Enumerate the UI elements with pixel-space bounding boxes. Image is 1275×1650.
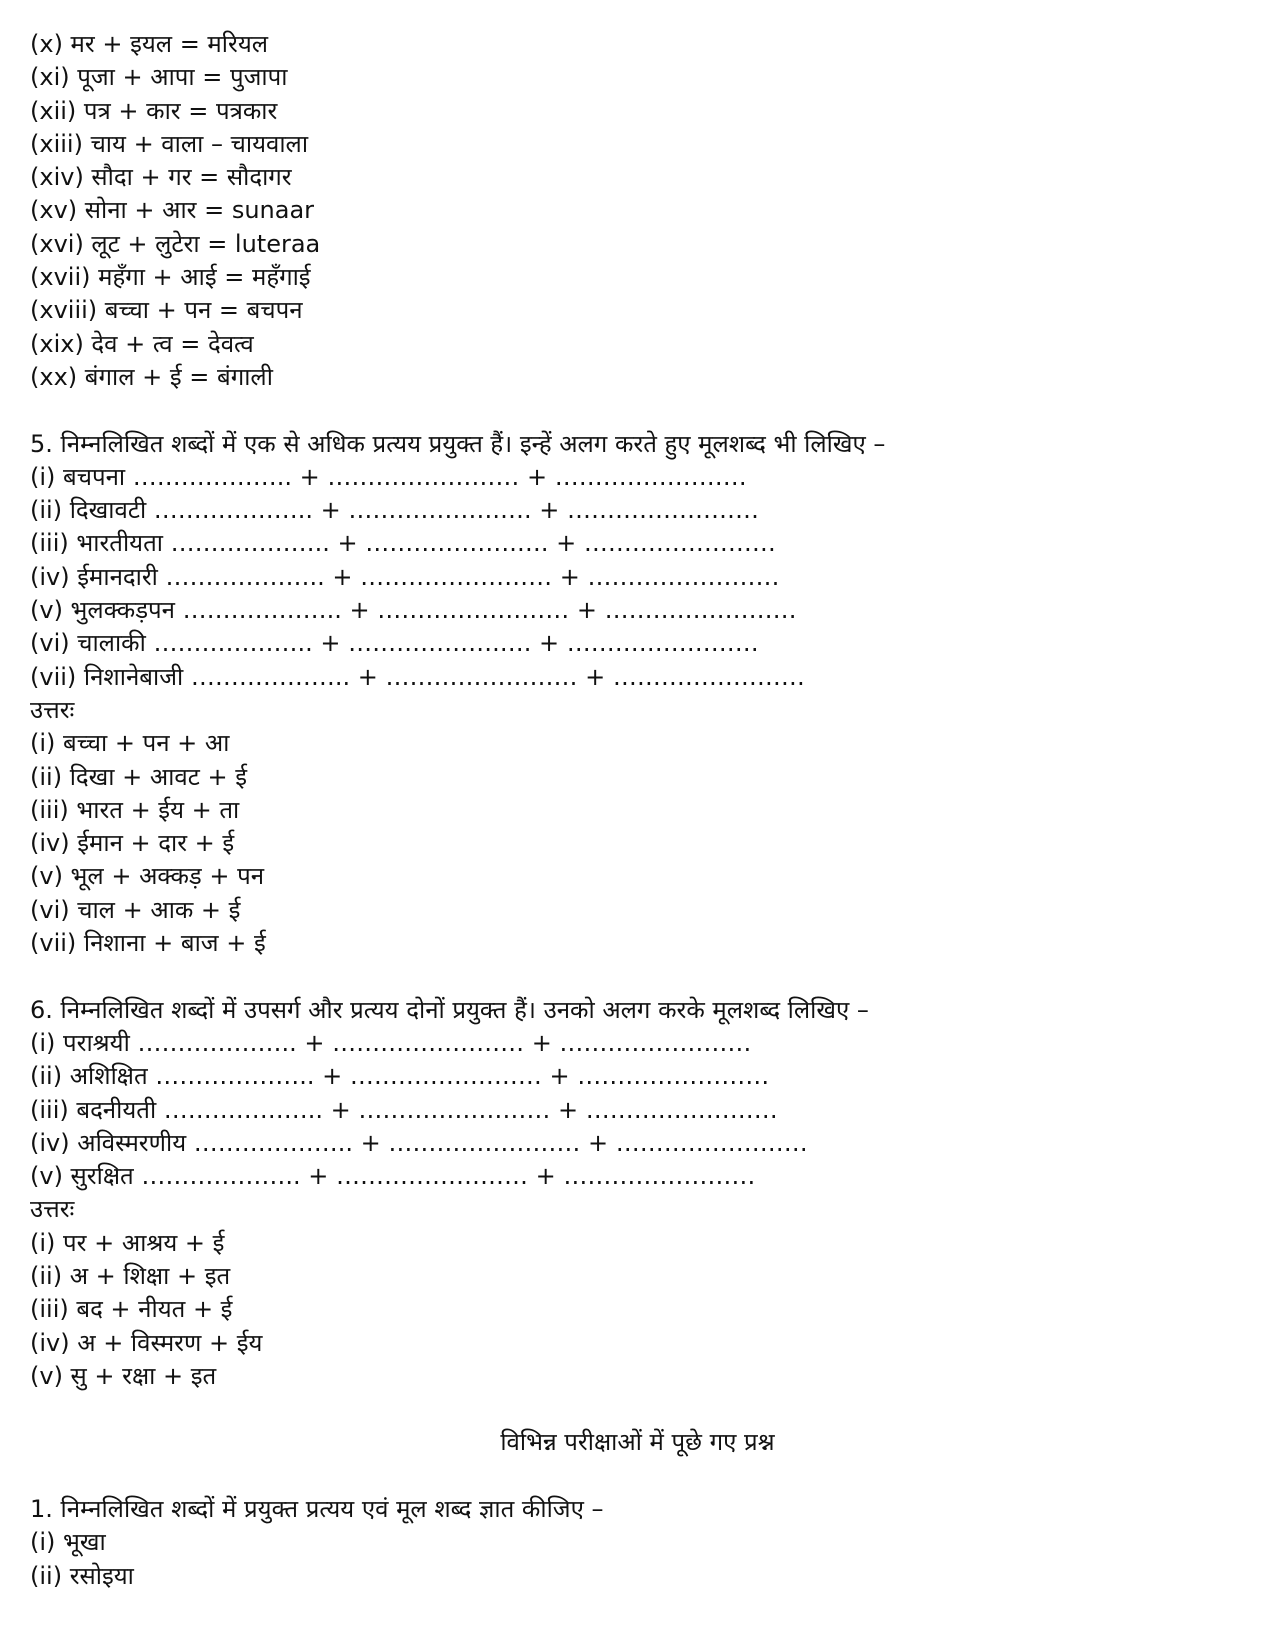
answer-label: उत्तरः <box>30 695 75 724</box>
answer-item: (iv) ईमान + दार + ई <box>30 829 235 858</box>
question-1 <box>30 1493 1245 1593</box>
question-title: 6. निम्नलिखित शब्दों में उपसर्ग और प्रत्यय दोनों प्रयुक्त हैं। उनको अलग करके मूलशब्द लिखिए – <box>30 995 869 1024</box>
question-item: (ii) अशिक्षित ……………….. + …………………… + …………………… <box>30 1062 770 1091</box>
question-item: (v) सुरक्षित ……………….. + …………………… + …………………… <box>30 1162 756 1191</box>
document-page <box>30 28 1245 1593</box>
spacer <box>30 1460 1245 1493</box>
answer-label: उत्तरः <box>30 1195 75 1224</box>
section-heading: विभिन्न परीक्षाओं में पूछे गए प्रश्न <box>500 1428 775 1457</box>
question-item: (ii) रसोइया <box>30 1561 134 1590</box>
example-line: (xv) सोना + आर = sunaar <box>30 196 315 225</box>
question-item: (i) पराश्रयी ……………….. + …………………… + …………………… <box>30 1028 752 1057</box>
answer-item: (iv) अ + विस्मरण + ईय <box>30 1328 263 1357</box>
example-line: (xvi) लूट + लुटेरा = luteraa <box>30 229 321 258</box>
question-item: (iii) बदनीयती ……………….. + …………………… + …………………… <box>30 1095 778 1124</box>
question-item: (v) भुलक्कड़पन ……………….. + …………………… + …………………… <box>30 596 797 625</box>
example-line: (xiii) चाय + वाला – चायवाला <box>30 129 309 158</box>
suffix-examples-block <box>30 28 1245 394</box>
example-line: (xvii) महँगा + आई = महँगाई <box>30 263 311 292</box>
answer-item: (vii) निशाना + बाज + ई <box>30 929 266 958</box>
spacer <box>30 960 1245 993</box>
answer-item: (ii) अ + शिक्षा + इत <box>30 1261 231 1290</box>
question-6 <box>30 994 1245 1394</box>
example-line: (x) मर + इयल = मरियल <box>30 30 269 58</box>
spacer <box>30 1393 1245 1426</box>
example-line: (xi) पूजा + आपा = पुजापा <box>30 63 288 92</box>
question-item: (i) भूखा <box>30 1528 106 1557</box>
answer-item: (v) सु + रक्षा + इत <box>30 1361 217 1390</box>
question-item: (ii) दिखावटी ……………….. + ……………….…. + …………………… <box>30 496 760 525</box>
example-line: (xix) देव + त्व = देवत्व <box>30 329 254 358</box>
example-line: (xii) पत्र + कार = पत्रकार <box>30 96 278 125</box>
answer-item: (vi) चाल + आक + ई <box>30 895 241 924</box>
question-title: 1. निम्नलिखित शब्दों में प्रयुक्त प्रत्यय एवं मूल शब्द ज्ञात कीजिए – <box>30 1495 604 1524</box>
question-item: (vii) निशानेबाजी ……………….. + …………………… + …………………… <box>30 662 805 691</box>
question-item: (vi) चालाकी ……………….. + ……………….…. + …………………… <box>30 629 759 658</box>
answer-item: (i) पर + आश्रय + ई <box>30 1228 225 1257</box>
question-item: (iv) ईमानदारी ……………….. + …………………… + …………………… <box>30 562 780 591</box>
example-line: (xiv) सौदा + गर = सौदागर <box>30 163 292 192</box>
answer-item: (i) बच्चा + पन + आ <box>30 729 230 758</box>
answer-item: (iii) बद + नीयत + ई <box>30 1295 233 1324</box>
question-item: (iii) भारतीयता ……………….. + ……………….…. + …………………… <box>30 529 776 558</box>
question-item: (iv) अविस्मरणीय ……………….. + …………………… + …………………… <box>30 1128 808 1157</box>
question-title: 5. निम्नलिखित शब्दों में एक से अधिक प्रत्यय प्रयुक्त हैं। इन्हें अलग करते हुए मूलशब्द भी लिखिए – <box>30 429 886 458</box>
question-item: (i) बचपना ……………….. + …………………… + …………………… <box>30 462 747 491</box>
question-5 <box>30 428 1245 961</box>
example-line: (xx) बंगाल + ई = बंगाली <box>30 362 273 391</box>
example-line: (xviii) बच्चा + पन = बचपन <box>30 296 303 325</box>
answer-item: (iii) भारत + ईय + ता <box>30 795 240 824</box>
answer-item: (ii) दिखा + आवट + ई <box>30 762 247 791</box>
answer-item: (v) भूल + अक्कड़ + पन <box>30 862 265 891</box>
spacer <box>30 394 1245 427</box>
